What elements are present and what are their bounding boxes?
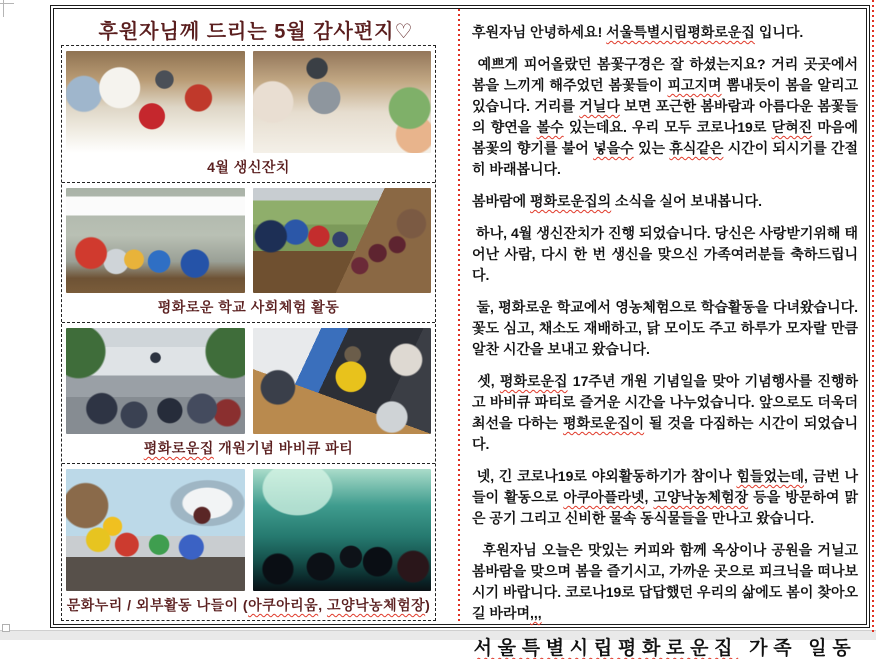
- letter-body: [468, 9, 864, 659]
- letter-paragraph-item2: 둘, 평화로운 학교에서 영농체험으로 학습활동을 다녀왔습니다. 꽃도 심고, 채소도 재배하고, 닭 모이도 주고 하루가 모자랄 만큼 알찬 시간을 보내고 왔습니다.: [472, 299, 862, 357]
- caption-school-activity: 평화로운 학교 사회체험 활동: [157, 299, 340, 315]
- right-page-guide-dotted-line: [872, 0, 874, 632]
- photo-row: [66, 188, 431, 293]
- photo-section-birthday: [62, 46, 435, 183]
- photo-aquarium-big-tank: [253, 469, 432, 591]
- photo-section-outing: [62, 464, 435, 620]
- photo-birthday-gift-giving: [66, 51, 245, 153]
- photo-row: [66, 51, 431, 153]
- photo-barbecue-party-tent: [253, 328, 432, 434]
- letter-paragraph-item1: 하나, 4월 생신잔치가 진행 되었습니다. 당신은 사랑받기위해 태어난 사람, 다시 한 번 생신을 맞으신 가족여러분들 축하드립니다.: [472, 225, 858, 283]
- photo-row: [66, 469, 431, 591]
- letter-paragraph-greeting: 후원자님 안녕하세요! 서울특별시립평화로운집 입니다.: [472, 24, 804, 40]
- page-title: 후원자님께 드리는 5월 감사편지♡: [98, 21, 414, 43]
- photo-farm-seedling-planting: [253, 188, 432, 293]
- letter-paragraph-closing: 후원자님 오늘은 맛있는 커피와 함께 옥상이나 공원을 거닐고 봄바람을 맞으며 봄을 즐기시고, 가까운 곳으로 피크닉을 떠나보시기 바랍니다. 코로나19로 답답했던 우리의 삶에도 봄이 찾아오길 바라며,,,: [472, 542, 862, 621]
- photo-birthday-cake-celebration: [253, 51, 432, 153]
- photo-school-welcome-group: [66, 188, 245, 293]
- photo-board: [61, 45, 436, 621]
- page-corner-mark-square: [2, 624, 10, 632]
- photo-anniversary-outdoor-ceremony: [66, 328, 245, 434]
- caption-birthday-party: 4월 생신잔치: [207, 159, 290, 175]
- photo-section-anniversary-bbq: [62, 323, 435, 464]
- letter-signature: 서울특별시립평화로운집 가족 일동: [473, 638, 857, 659]
- letter-paragraph-item3: 셋, 평화로운집 17주년 개원 기념일을 맞아 기념행사를 진행하고 바비큐 파티로 즐거운 시간을 나누었습니다. 앞으로도 더욱더 최선을 다하는 평화로운집이 될 것을 다짐하는 시간이 되었습니다.: [472, 373, 862, 452]
- caption-anniversary-bbq: 평화로운집 개원기념 바비큐 파티: [143, 440, 354, 456]
- letter-paragraph-spring: 예쁘게 피어올랐던 봄꽃구경은 잘 하셨는지요? 거리 곳곳에서 봄을 느끼게 해주었던 봄꽃들이 피고지며 뽐내듯이 봄을 알리고 있습니다. 거리를 거닐다 보면 포근한 봄바람과 아름다운 봄꽃들의 향연을 볼수 있는데요. 우리 모두 코로나19로 닫혀진 마음에 봄꽃의 향기를 불어 넣을수 있는 휴식같은 시간이 되시기를 간절히 바래봅니다.: [472, 56, 862, 177]
- photo-section-school-activity: [62, 183, 435, 323]
- photo-aquarium-shark-group: [66, 469, 245, 591]
- newsletter-page: [50, 5, 870, 659]
- newsletter-inner-border: [53, 8, 867, 659]
- column-divider-dotted-line: [458, 9, 460, 624]
- caption-outing: 문화누리 / 외부활동 나들이 (아쿠아리움, 고양낙농체험장): [66, 597, 431, 613]
- letter-paragraph-item4: 넷, 긴 코로나19로 야외활동하기가 참이나 힘들었는데, 금번 나들이 활동으로 아쿠아플라넷, 고양낙농체험장 등을 방문하여 맑은 공기 그리고 신비한 물속 동식물들을 만나고 왔습니다.: [472, 468, 859, 526]
- letter-paragraph-news-intro: 봄바람에 평화로운집의 소식을 실어 보내봅니다.: [472, 193, 762, 209]
- page-corner-mark-horizontal: [0, 3, 14, 4]
- photo-row: [66, 328, 431, 434]
